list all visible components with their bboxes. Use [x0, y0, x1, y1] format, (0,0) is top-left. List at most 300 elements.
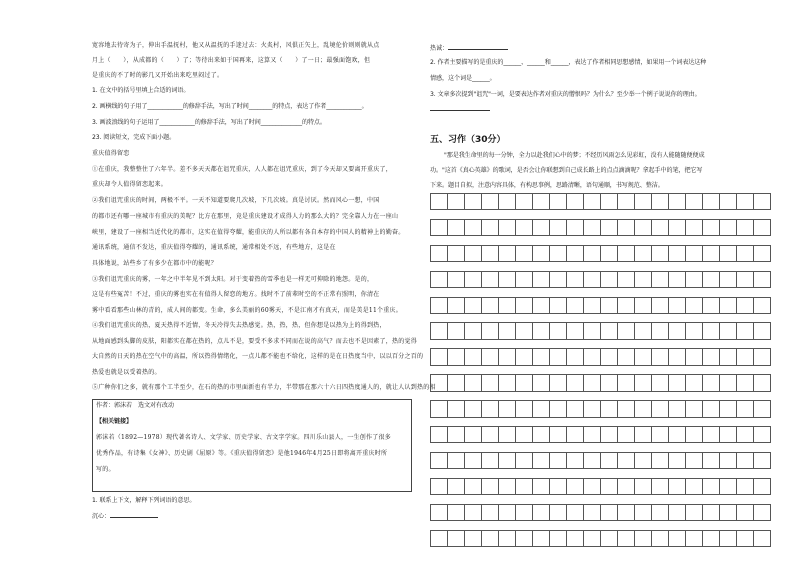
grid-cell[interactable] [703, 401, 720, 416]
grid-cell[interactable] [737, 531, 754, 546]
grid-cell[interactable] [635, 349, 652, 364]
grid-cell[interactable] [669, 246, 686, 261]
grid-cell[interactable] [737, 194, 754, 209]
grid-cell[interactable] [533, 401, 550, 416]
grid-cell[interactable] [601, 479, 618, 494]
grid-cell[interactable] [465, 505, 482, 520]
grid-cell[interactable] [550, 298, 567, 313]
grid-cell[interactable] [550, 479, 567, 494]
grid-cell[interactable] [448, 323, 465, 338]
grid-cell[interactable] [448, 349, 465, 364]
grid-cell[interactable] [652, 323, 669, 338]
grid-cell[interactable] [482, 453, 499, 468]
word-label: 沉心： [92, 513, 110, 520]
grid-cell[interactable] [686, 220, 703, 235]
grid-cell[interactable] [550, 349, 567, 364]
grid-cell[interactable] [499, 323, 516, 338]
grid-cell[interactable] [516, 194, 533, 209]
grid-cell[interactable] [584, 453, 601, 468]
grid-cell[interactable] [652, 453, 669, 468]
grid-cell[interactable] [431, 246, 448, 261]
grid-cell[interactable] [635, 453, 652, 468]
grid-cell[interactable] [431, 349, 448, 364]
grid-cell[interactable] [754, 194, 771, 209]
grid-cell[interactable] [482, 272, 499, 287]
grid-cell[interactable] [601, 531, 618, 546]
grid-cell[interactable] [737, 220, 754, 235]
grid-cell[interactable] [448, 505, 465, 520]
grid-cell[interactable] [601, 298, 618, 313]
grid-cell[interactable] [618, 323, 635, 338]
grid-cell[interactable] [618, 246, 635, 261]
grid-cell[interactable] [516, 505, 533, 520]
grid-cell[interactable] [754, 220, 771, 235]
grid-cell[interactable] [499, 246, 516, 261]
grid-cell[interactable] [737, 349, 754, 364]
grid-cell[interactable] [431, 427, 448, 442]
grid-cell[interactable] [754, 272, 771, 287]
grid-cell[interactable] [499, 453, 516, 468]
grid-cell[interactable] [652, 298, 669, 313]
grid-cell[interactable] [516, 246, 533, 261]
grid-cell[interactable] [499, 220, 516, 235]
grid-cell[interactable] [720, 246, 737, 261]
grid-cell[interactable] [516, 272, 533, 287]
grid-cell[interactable] [584, 505, 601, 520]
grid-cell[interactable] [686, 375, 703, 390]
grid-cell[interactable] [482, 479, 499, 494]
grid-cell[interactable] [533, 220, 550, 235]
grid-cell[interactable] [720, 220, 737, 235]
article-line: 的都市还有哪一座城市有重庆的美呢？比方在那里，竟是重庆建设才成得人力的那么大的？完全靠人力在一座山 [92, 213, 399, 220]
grid-cell[interactable] [499, 375, 516, 390]
section-title: 五、习作（30分） [430, 135, 506, 145]
grid-cell[interactable] [465, 220, 482, 235]
grid-cell[interactable] [550, 401, 567, 416]
grid-cell[interactable] [448, 298, 465, 313]
grid-cell[interactable] [737, 298, 754, 313]
grid-cell[interactable] [499, 194, 516, 209]
grid-cell[interactable] [567, 453, 584, 468]
grid-cell[interactable] [482, 220, 499, 235]
grid-cell[interactable] [618, 220, 635, 235]
grid-cell[interactable] [737, 246, 754, 261]
grid-cell[interactable] [703, 246, 720, 261]
grid-cell[interactable] [550, 272, 567, 287]
article-line: 雾中看看那些山林的青的，成人间的都变。生命，多么美丽的60雾天，不是江南才有真天，而是美是11个重庆。 [92, 307, 403, 314]
grid-cell[interactable] [618, 505, 635, 520]
grid-cell[interactable] [499, 401, 516, 416]
article-line: ②我们诅咒重庆的时间，两极不平。一天不知道要爬几次坡，下几次坡。真是讨厌。然而风心一想，中国 [92, 197, 380, 204]
grid-cell[interactable] [516, 427, 533, 442]
grid-cell[interactable] [499, 298, 516, 313]
grid-cell[interactable] [720, 427, 737, 442]
grid-cell[interactable] [431, 272, 448, 287]
answer-blank[interactable] [430, 104, 490, 111]
grid-cell[interactable] [567, 323, 584, 338]
grid-cell[interactable] [550, 220, 567, 235]
answer-blank[interactable] [110, 511, 158, 518]
grid-cell[interactable] [431, 505, 448, 520]
grid-cell[interactable] [448, 246, 465, 261]
grid-cell[interactable] [652, 194, 669, 209]
grid-cell[interactable] [669, 479, 686, 494]
grid-cell[interactable] [652, 427, 669, 442]
grid-cell[interactable] [482, 505, 499, 520]
grid-cell[interactable] [652, 349, 669, 364]
grid-cell[interactable] [584, 401, 601, 416]
grid-cell[interactable] [703, 479, 720, 494]
grid-cell[interactable] [754, 505, 771, 520]
grid-cell[interactable] [686, 246, 703, 261]
grid-cell[interactable] [465, 272, 482, 287]
grid-cell[interactable] [720, 375, 737, 390]
grid-cell[interactable] [584, 246, 601, 261]
grid-cell[interactable] [737, 375, 754, 390]
grid-cell[interactable] [465, 375, 482, 390]
grid-cell[interactable] [533, 375, 550, 390]
grid-cell[interactable] [533, 272, 550, 287]
grid-cell[interactable] [635, 479, 652, 494]
grid-cell[interactable] [584, 349, 601, 364]
grid-cell[interactable] [669, 401, 686, 416]
grid-cell[interactable] [516, 323, 533, 338]
grid-cell[interactable] [669, 375, 686, 390]
grid-cell[interactable] [686, 427, 703, 442]
grid-cell[interactable] [550, 505, 567, 520]
grid-cell[interactable] [431, 375, 448, 390]
grid-cell[interactable] [499, 531, 516, 546]
grid-cell[interactable] [533, 349, 550, 364]
grid-cell[interactable] [533, 298, 550, 313]
grid-cell[interactable] [550, 194, 567, 209]
grid-cell[interactable] [516, 479, 533, 494]
grid-cell[interactable] [703, 505, 720, 520]
grid-cell[interactable] [652, 531, 669, 546]
grid-cell[interactable] [720, 272, 737, 287]
grid-cell[interactable] [448, 479, 465, 494]
grid-cell[interactable] [652, 479, 669, 494]
answer-blank[interactable] [448, 43, 508, 50]
question-word-meaning: 1. 联系上下文，解释下列词语的意思。 [92, 497, 196, 504]
grid-cell[interactable] [601, 220, 618, 235]
grid-cell[interactable] [686, 298, 703, 313]
grid-cell[interactable] [533, 479, 550, 494]
related-link-box [92, 399, 412, 492]
grid-cell[interactable] [618, 298, 635, 313]
grid-cell[interactable] [737, 272, 754, 287]
grid-cell[interactable] [601, 401, 618, 416]
grid-cell[interactable] [720, 401, 737, 416]
grid-cell[interactable] [584, 531, 601, 546]
grid-cell[interactable] [635, 220, 652, 235]
grid-cell[interactable] [533, 246, 550, 261]
grid-cell[interactable] [567, 349, 584, 364]
grid-cell[interactable] [550, 323, 567, 338]
grid-cell[interactable] [720, 349, 737, 364]
grid-cell[interactable] [669, 505, 686, 520]
grid-cell[interactable] [533, 453, 550, 468]
grid-cell[interactable] [482, 531, 499, 546]
grid-cell[interactable] [754, 323, 771, 338]
grid-cell[interactable] [686, 531, 703, 546]
grid-cell[interactable] [567, 531, 584, 546]
grid-cell[interactable] [465, 194, 482, 209]
grid-cell[interactable] [635, 323, 652, 338]
grid-cell[interactable] [584, 479, 601, 494]
grid-cell[interactable] [499, 349, 516, 364]
grid-cell[interactable] [584, 272, 601, 287]
grid-cell[interactable] [618, 401, 635, 416]
grid-cell[interactable] [516, 453, 533, 468]
grid-cell[interactable] [431, 479, 448, 494]
grid-cell[interactable] [720, 323, 737, 338]
grid-cell[interactable] [720, 453, 737, 468]
grid-cell[interactable] [584, 323, 601, 338]
grid-cell[interactable] [737, 401, 754, 416]
grid-cell[interactable] [618, 427, 635, 442]
grid-cell[interactable] [703, 194, 720, 209]
grid-row [430, 400, 771, 417]
grid-cell[interactable] [720, 505, 737, 520]
grid-cell[interactable] [669, 427, 686, 442]
grid-cell[interactable] [448, 220, 465, 235]
grid-cell[interactable] [465, 531, 482, 546]
grid-cell[interactable] [601, 323, 618, 338]
grid-cell[interactable] [601, 505, 618, 520]
grid-cell[interactable] [601, 272, 618, 287]
grid-cell[interactable] [482, 298, 499, 313]
grid-cell[interactable] [431, 220, 448, 235]
grid-cell[interactable] [686, 401, 703, 416]
grid-cell[interactable] [669, 272, 686, 287]
grid-cell[interactable] [754, 349, 771, 364]
grid-cell[interactable] [635, 401, 652, 416]
grid-cell[interactable] [431, 194, 448, 209]
grid-cell[interactable] [482, 375, 499, 390]
grid-cell[interactable] [567, 246, 584, 261]
grid-cell[interactable] [482, 349, 499, 364]
grid-cell[interactable] [652, 246, 669, 261]
grid-cell[interactable] [567, 427, 584, 442]
grid-cell[interactable] [635, 505, 652, 520]
grid-cell[interactable] [737, 323, 754, 338]
grid-cell[interactable] [567, 194, 584, 209]
grid-cell[interactable] [669, 298, 686, 313]
grid-cell[interactable] [533, 194, 550, 209]
grid-cell[interactable] [516, 401, 533, 416]
grid-cell[interactable] [686, 505, 703, 520]
grid-cell[interactable] [754, 427, 771, 442]
grid-cell[interactable] [448, 453, 465, 468]
grid-cell[interactable] [686, 194, 703, 209]
grid-cell[interactable] [703, 349, 720, 364]
grid-cell[interactable] [686, 349, 703, 364]
grid-cell[interactable] [635, 531, 652, 546]
grid-cell[interactable] [601, 427, 618, 442]
grid-cell[interactable] [482, 194, 499, 209]
grid-cell[interactable] [448, 427, 465, 442]
grid-cell[interactable] [448, 401, 465, 416]
grid-cell[interactable] [533, 323, 550, 338]
grid-cell[interactable] [499, 479, 516, 494]
article-line: 峡里，建设了一座相当近代化的都市，这实在值得夸耀，能重庆的人所以都有各自本存的中国人的精神上的勤奋。 [92, 229, 405, 236]
grid-cell[interactable] [567, 375, 584, 390]
grid-cell[interactable] [448, 375, 465, 390]
grid-cell[interactable] [703, 298, 720, 313]
grid-cell[interactable] [499, 427, 516, 442]
grid-cell[interactable] [567, 505, 584, 520]
grid-cell[interactable] [703, 427, 720, 442]
grid-cell[interactable] [635, 298, 652, 313]
grid-cell[interactable] [635, 272, 652, 287]
prompt-line: "那是我生命里的每一分钟，全力以赴我们心中的梦；不经历风雨怎么见彩虹，没有人能随随便便成 [444, 152, 705, 159]
grid-cell[interactable] [635, 427, 652, 442]
grid-cell[interactable] [601, 246, 618, 261]
grid-cell[interactable] [431, 298, 448, 313]
grid-cell[interactable] [567, 220, 584, 235]
grid-cell[interactable] [720, 298, 737, 313]
grid-cell[interactable] [482, 323, 499, 338]
grid-cell[interactable] [737, 453, 754, 468]
grid-cell[interactable] [754, 531, 771, 546]
grid-cell[interactable] [584, 427, 601, 442]
grid-cell[interactable] [482, 246, 499, 261]
grid-row [430, 219, 771, 236]
grid-cell[interactable] [754, 401, 771, 416]
grid-cell[interactable] [465, 323, 482, 338]
grid-cell[interactable] [754, 453, 771, 468]
grid-cell[interactable] [601, 375, 618, 390]
grid-cell[interactable] [584, 375, 601, 390]
grid-cell[interactable] [567, 479, 584, 494]
grid-cell[interactable] [550, 531, 567, 546]
grid-cell[interactable] [601, 453, 618, 468]
grid-cell[interactable] [550, 375, 567, 390]
grid-cell[interactable] [431, 401, 448, 416]
grid-cell[interactable] [584, 194, 601, 209]
grid-cell[interactable] [431, 531, 448, 546]
grid-cell[interactable] [669, 349, 686, 364]
writing-grid[interactable] [430, 193, 771, 555]
article-line: 具体地说，站些乡了有多少在都市中的能呢？ [92, 260, 218, 267]
grid-cell[interactable] [618, 531, 635, 546]
grid-cell[interactable] [703, 453, 720, 468]
grid-cell[interactable] [703, 375, 720, 390]
grid-cell[interactable] [618, 375, 635, 390]
grid-cell[interactable] [669, 323, 686, 338]
grid-cell[interactable] [618, 479, 635, 494]
grid-cell[interactable] [601, 349, 618, 364]
grid-cell[interactable] [533, 531, 550, 546]
grid-cell[interactable] [754, 246, 771, 261]
grid-cell[interactable] [652, 272, 669, 287]
grid-cell[interactable] [567, 272, 584, 287]
grid-cell[interactable] [499, 272, 516, 287]
grid-cell[interactable] [584, 298, 601, 313]
grid-cell[interactable] [703, 531, 720, 546]
grid-cell[interactable] [686, 453, 703, 468]
grid-cell[interactable] [601, 194, 618, 209]
grid-cell[interactable] [516, 375, 533, 390]
grid-cell[interactable] [465, 479, 482, 494]
grid-cell[interactable] [567, 401, 584, 416]
grid-cell[interactable] [516, 531, 533, 546]
grid-cell[interactable] [754, 479, 771, 494]
grid-cell[interactable] [669, 531, 686, 546]
grid-row [430, 193, 771, 210]
grid-cell[interactable] [652, 375, 669, 390]
grid-cell[interactable] [669, 220, 686, 235]
grid-cell[interactable] [635, 246, 652, 261]
grid-cell[interactable] [584, 220, 601, 235]
grid-cell[interactable] [720, 194, 737, 209]
grid-cell[interactable] [686, 479, 703, 494]
grid-cell[interactable] [635, 194, 652, 209]
grid-cell[interactable] [737, 505, 754, 520]
grid-cell[interactable] [618, 349, 635, 364]
grid-cell[interactable] [703, 323, 720, 338]
grid-cell[interactable] [431, 453, 448, 468]
grid-cell[interactable] [754, 298, 771, 313]
grid-cell[interactable] [516, 220, 533, 235]
grid-cell[interactable] [618, 194, 635, 209]
grid-cell[interactable] [720, 479, 737, 494]
grid-cell[interactable] [669, 453, 686, 468]
article-line: 通讯系统，通信不发达，重庆值得夸耀的，通讯系统，通常相处不远，有些地方，这是在 [92, 244, 336, 251]
grid-cell[interactable] [465, 298, 482, 313]
grid-cell[interactable] [448, 272, 465, 287]
grid-cell[interactable] [465, 246, 482, 261]
grid-cell[interactable] [669, 194, 686, 209]
grid-cell[interactable] [465, 453, 482, 468]
grid-cell[interactable] [516, 349, 533, 364]
grid-cell[interactable] [652, 220, 669, 235]
grid-cell[interactable] [703, 272, 720, 287]
grid-cell[interactable] [567, 298, 584, 313]
article-line: 重庆却令人值得留恋起来。 [92, 181, 168, 188]
grid-cell[interactable] [482, 401, 499, 416]
grid-cell[interactable] [686, 323, 703, 338]
grid-cell[interactable] [448, 194, 465, 209]
grid-cell[interactable] [533, 505, 550, 520]
grid-cell[interactable] [618, 272, 635, 287]
grid-cell[interactable] [737, 427, 754, 442]
grid-cell[interactable] [737, 479, 754, 494]
grid-cell[interactable] [652, 505, 669, 520]
grid-cell[interactable] [550, 246, 567, 261]
grid-cell[interactable] [465, 427, 482, 442]
grid-cell[interactable] [533, 427, 550, 442]
grid-cell[interactable] [465, 349, 482, 364]
grid-cell[interactable] [482, 427, 499, 442]
grid-cell[interactable] [465, 401, 482, 416]
grid-cell[interactable] [635, 375, 652, 390]
grid-cell[interactable] [618, 453, 635, 468]
grid-cell[interactable] [516, 298, 533, 313]
grid-cell[interactable] [703, 220, 720, 235]
grid-cell[interactable] [448, 531, 465, 546]
grid-cell[interactable] [550, 427, 567, 442]
grid-cell[interactable] [431, 323, 448, 338]
grid-cell[interactable] [686, 272, 703, 287]
grid-cell[interactable] [652, 401, 669, 416]
grid-cell[interactable] [499, 505, 516, 520]
grid-cell[interactable] [720, 531, 737, 546]
article-line: 热爱也就是以受着热的。 [92, 369, 161, 376]
grid-cell[interactable] [550, 453, 567, 468]
grid-cell[interactable] [754, 375, 771, 390]
